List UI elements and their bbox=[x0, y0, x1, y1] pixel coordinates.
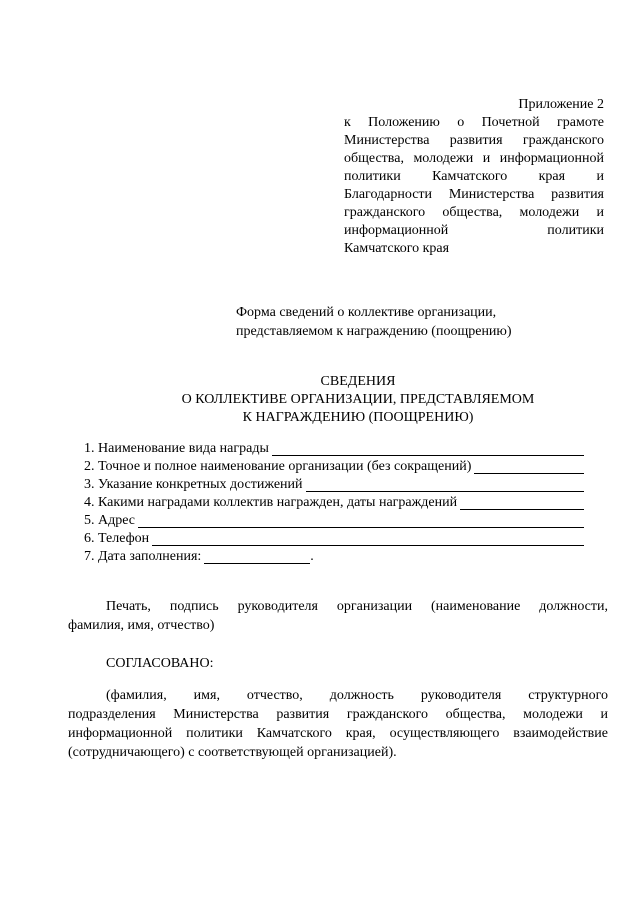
appendix-line: политики Камчатского края и bbox=[344, 169, 604, 184]
field-label: 4. Какими наградами коллектив награжден, даты награждений bbox=[84, 495, 458, 510]
date-suffix: . bbox=[310, 549, 314, 564]
form-caption-line: Форма сведений о коллективе организации, bbox=[236, 305, 497, 320]
field-label: 5. Адрес bbox=[84, 513, 136, 528]
field-label: 1. Наименование вида награды bbox=[84, 441, 269, 456]
appendix-line: Благодарности Министерства развития bbox=[344, 187, 604, 202]
heading-subtitle: О КОЛЛЕКТИВЕ ОРГАНИЗАЦИИ, ПРЕДСТАВЛЯЕМОМ bbox=[181, 392, 535, 407]
form-fields bbox=[84, 440, 584, 566]
appendix-number: Приложение 2 bbox=[518, 97, 604, 112]
field-blank-line[interactable] bbox=[460, 495, 584, 510]
signature-line: фамилия, имя, отчество) bbox=[68, 618, 215, 633]
field-blank-line[interactable] bbox=[474, 459, 584, 474]
approver-line: (сотрудничающего) с соответствующей организацией). bbox=[68, 745, 397, 760]
approver-paragraph bbox=[68, 686, 608, 762]
field-label: 2. Точное и полное наименование организации (без сокращений) bbox=[84, 459, 472, 474]
appendix-line: Камчатского края bbox=[344, 241, 450, 256]
field-blank-line[interactable] bbox=[204, 549, 310, 564]
appendix-line: Министерства развития гражданского bbox=[344, 133, 604, 148]
field-blank-line[interactable] bbox=[272, 441, 584, 456]
field-label: 3. Указание конкретных достижений bbox=[84, 477, 303, 492]
appendix-line: информационной политики bbox=[344, 223, 604, 238]
field-award-type bbox=[84, 440, 584, 458]
field-phone bbox=[84, 530, 584, 548]
signature-paragraph bbox=[68, 597, 608, 635]
document-heading bbox=[100, 373, 616, 427]
field-organization-name bbox=[84, 458, 584, 476]
field-blank-line[interactable] bbox=[306, 477, 584, 492]
field-fill-date bbox=[84, 548, 584, 566]
field-label: 6. Телефон bbox=[84, 531, 150, 546]
approver-line: подразделения Министерства развития гражданского общества, молодежи и bbox=[68, 707, 608, 722]
appendix-line: гражданского общества, молодежи и bbox=[344, 205, 604, 220]
form-caption bbox=[236, 303, 566, 341]
field-label: 7. Дата заполнения: bbox=[84, 549, 202, 564]
field-achievements bbox=[84, 476, 584, 494]
approver-line: информационной политики Камчатского края, осуществляющего взаимодействие bbox=[68, 726, 608, 741]
heading-title: СВЕДЕНИЯ bbox=[320, 374, 396, 389]
form-caption-line: представляемом к награждению (поощрению) bbox=[236, 324, 512, 339]
appendix-line: общества, молодежи и информационной bbox=[344, 151, 604, 166]
appendix-line: к Положению о Почетной грамоте bbox=[344, 115, 604, 130]
signature-line: Печать, подпись руководителя организации (наименование должности, bbox=[106, 599, 608, 614]
agreed-label: СОГЛАСОВАНО: bbox=[106, 656, 214, 671]
approver-line: (фамилия, имя, отчество, должность руководителя структурного bbox=[106, 688, 608, 703]
field-blank-line[interactable] bbox=[152, 531, 584, 546]
field-address bbox=[84, 512, 584, 530]
heading-subtitle: К НАГРАЖДЕНИЮ (ПООЩРЕНИЮ) bbox=[242, 410, 474, 425]
field-blank-line[interactable] bbox=[138, 513, 584, 528]
field-previous-awards bbox=[84, 494, 584, 512]
appendix-block bbox=[344, 96, 604, 258]
